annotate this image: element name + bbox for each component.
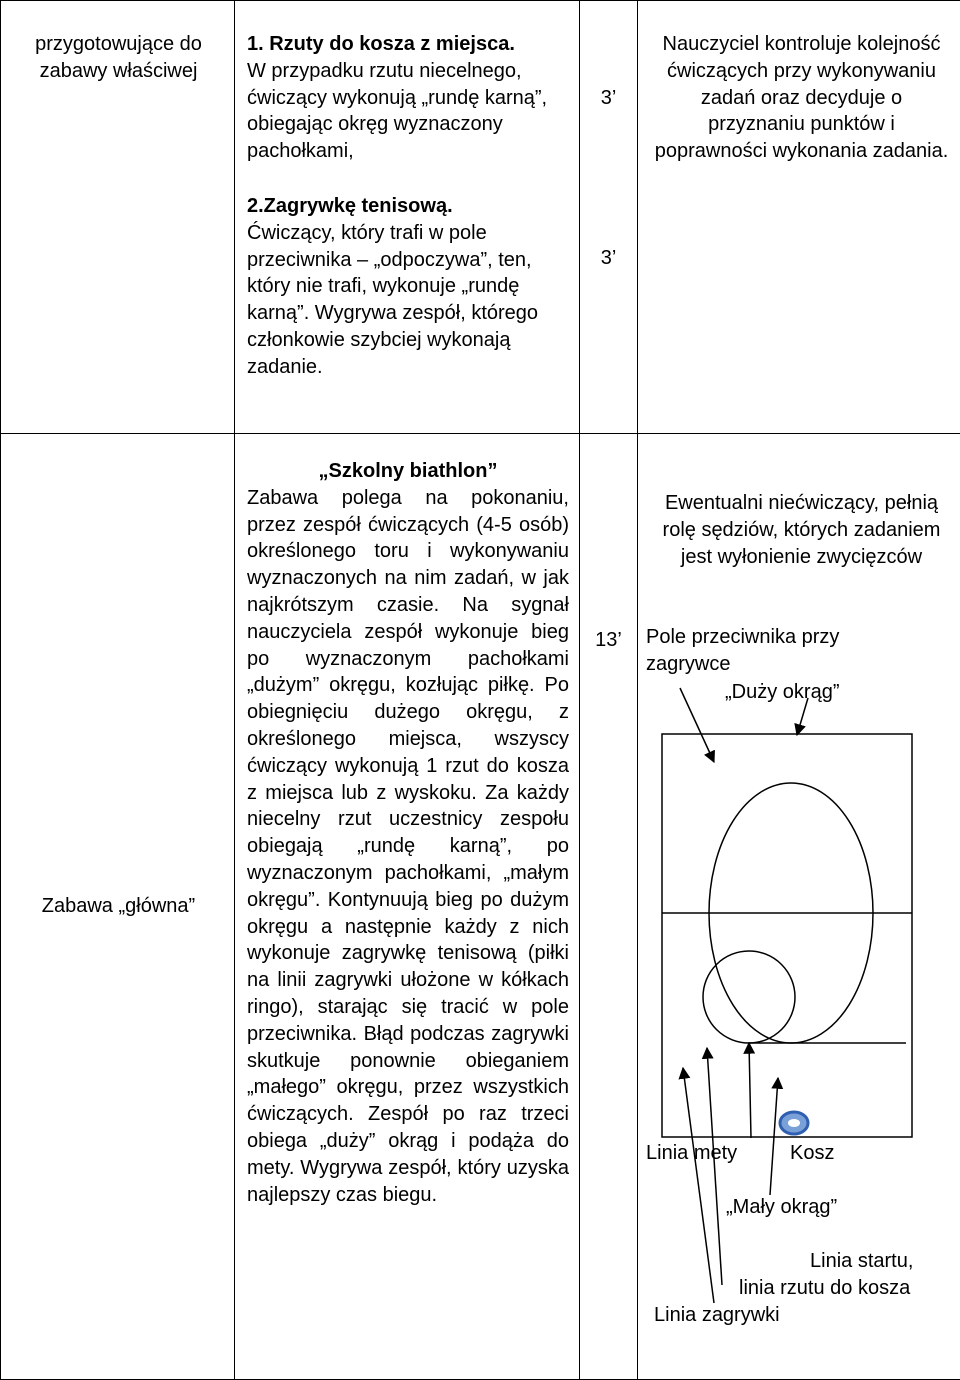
task1-title: 1. Rzuty do kosza z miejsca. bbox=[247, 33, 515, 55]
phase-label: przygotowujące do zabawy właściwej bbox=[35, 33, 202, 82]
label-big-circle: „Duży okrąg” bbox=[725, 681, 840, 703]
pointer-arrows bbox=[680, 688, 808, 1303]
game-description: Zabawa polega na pokonaniu, przez zespół ćwiczących (4-5 osób) określonego toru i wykonywaniu wyznaczonych na nim zadań, w jak najkrótszym czasie. Na sygnał nauczyciela zespół wykonuje bieg po wyznaczonym pachołkami „dużym” okręgu, kozłując piłkę. Po obiegnięciu dużego okręgu, z określonego miejsca, wszyscy ćwiczący wykonują 1 rzut do kosza z miejsca lub z wyskoku. Za każdy niecelny rzut uczestnicy zespołu obiegają „rundę karną”, po wyznaczonym pachołkami, „małym okręgu”. Kontynuują bieg po dużym okręgu a następnie każdy z nich wykonuje zagrywkę tenisową (piłki na linii zagrywki ułożone w kółkach ringo), starając się tracić w pole przeciwnika. Błąd podczas zagrywki skutkuje ponownie obieganiem „małego” okręgu, przez wszystkich ćwiczących. Zespół po raz trzeci obiega „duży” okrąg i podąża do mety. Wygrywa zespół, który uzyska najlepszy czas biegu. bbox=[247, 486, 569, 1206]
game-title: „Szkolny biathlon” bbox=[318, 460, 498, 482]
task1-time: 3’ bbox=[600, 87, 617, 109]
label-serve-line: Linia zagrywki bbox=[654, 1304, 780, 1326]
teacher-notes: Nauczyciel kontroluje kolejność ćwiczących przy wykonywaniu zadań oraz decyduje o przyznaniu punktów i poprawności wykonania zadania. bbox=[654, 33, 949, 163]
phase-label: Zabawa „główna” bbox=[41, 895, 196, 918]
task1-body: W przypadku rzutu niecelnego, ćwiczący wykonują „rundę karną”, obiegając okręg wyznaczony pachołkami, bbox=[247, 59, 548, 163]
game-time: 13’ bbox=[595, 629, 622, 651]
label-basket: Kosz bbox=[790, 1142, 835, 1164]
label-start-line: Linia startu, bbox=[810, 1250, 914, 1272]
label-throw-line: linia rzutu do kosza bbox=[739, 1277, 911, 1299]
task2-title: 2.Zagrywkę tenisową. bbox=[247, 194, 453, 217]
task2-body: Ćwiczący, który trafi w pole przeciwnika – „odpoczywa”, ten, który nie trafi, wykonuje „rundę karną”. Wygrywa zespół, którego członkowie szybciej wykonają zadanie. bbox=[247, 221, 539, 378]
small-circle bbox=[703, 951, 795, 1043]
label-finish-line: Linia mety bbox=[646, 1142, 738, 1164]
label-opponent-field: Pole przeciwnika przy zagrywce bbox=[646, 626, 840, 675]
judges-note: Ewentualni niećwiczący, pełnią rolę sędziów, których zadaniem jest wyłonienie zwycięzców bbox=[662, 492, 941, 568]
task2-time: 3’ bbox=[600, 247, 617, 269]
label-small-circle: „Mały okrąg” bbox=[726, 1196, 838, 1218]
court-outline bbox=[662, 734, 912, 1137]
